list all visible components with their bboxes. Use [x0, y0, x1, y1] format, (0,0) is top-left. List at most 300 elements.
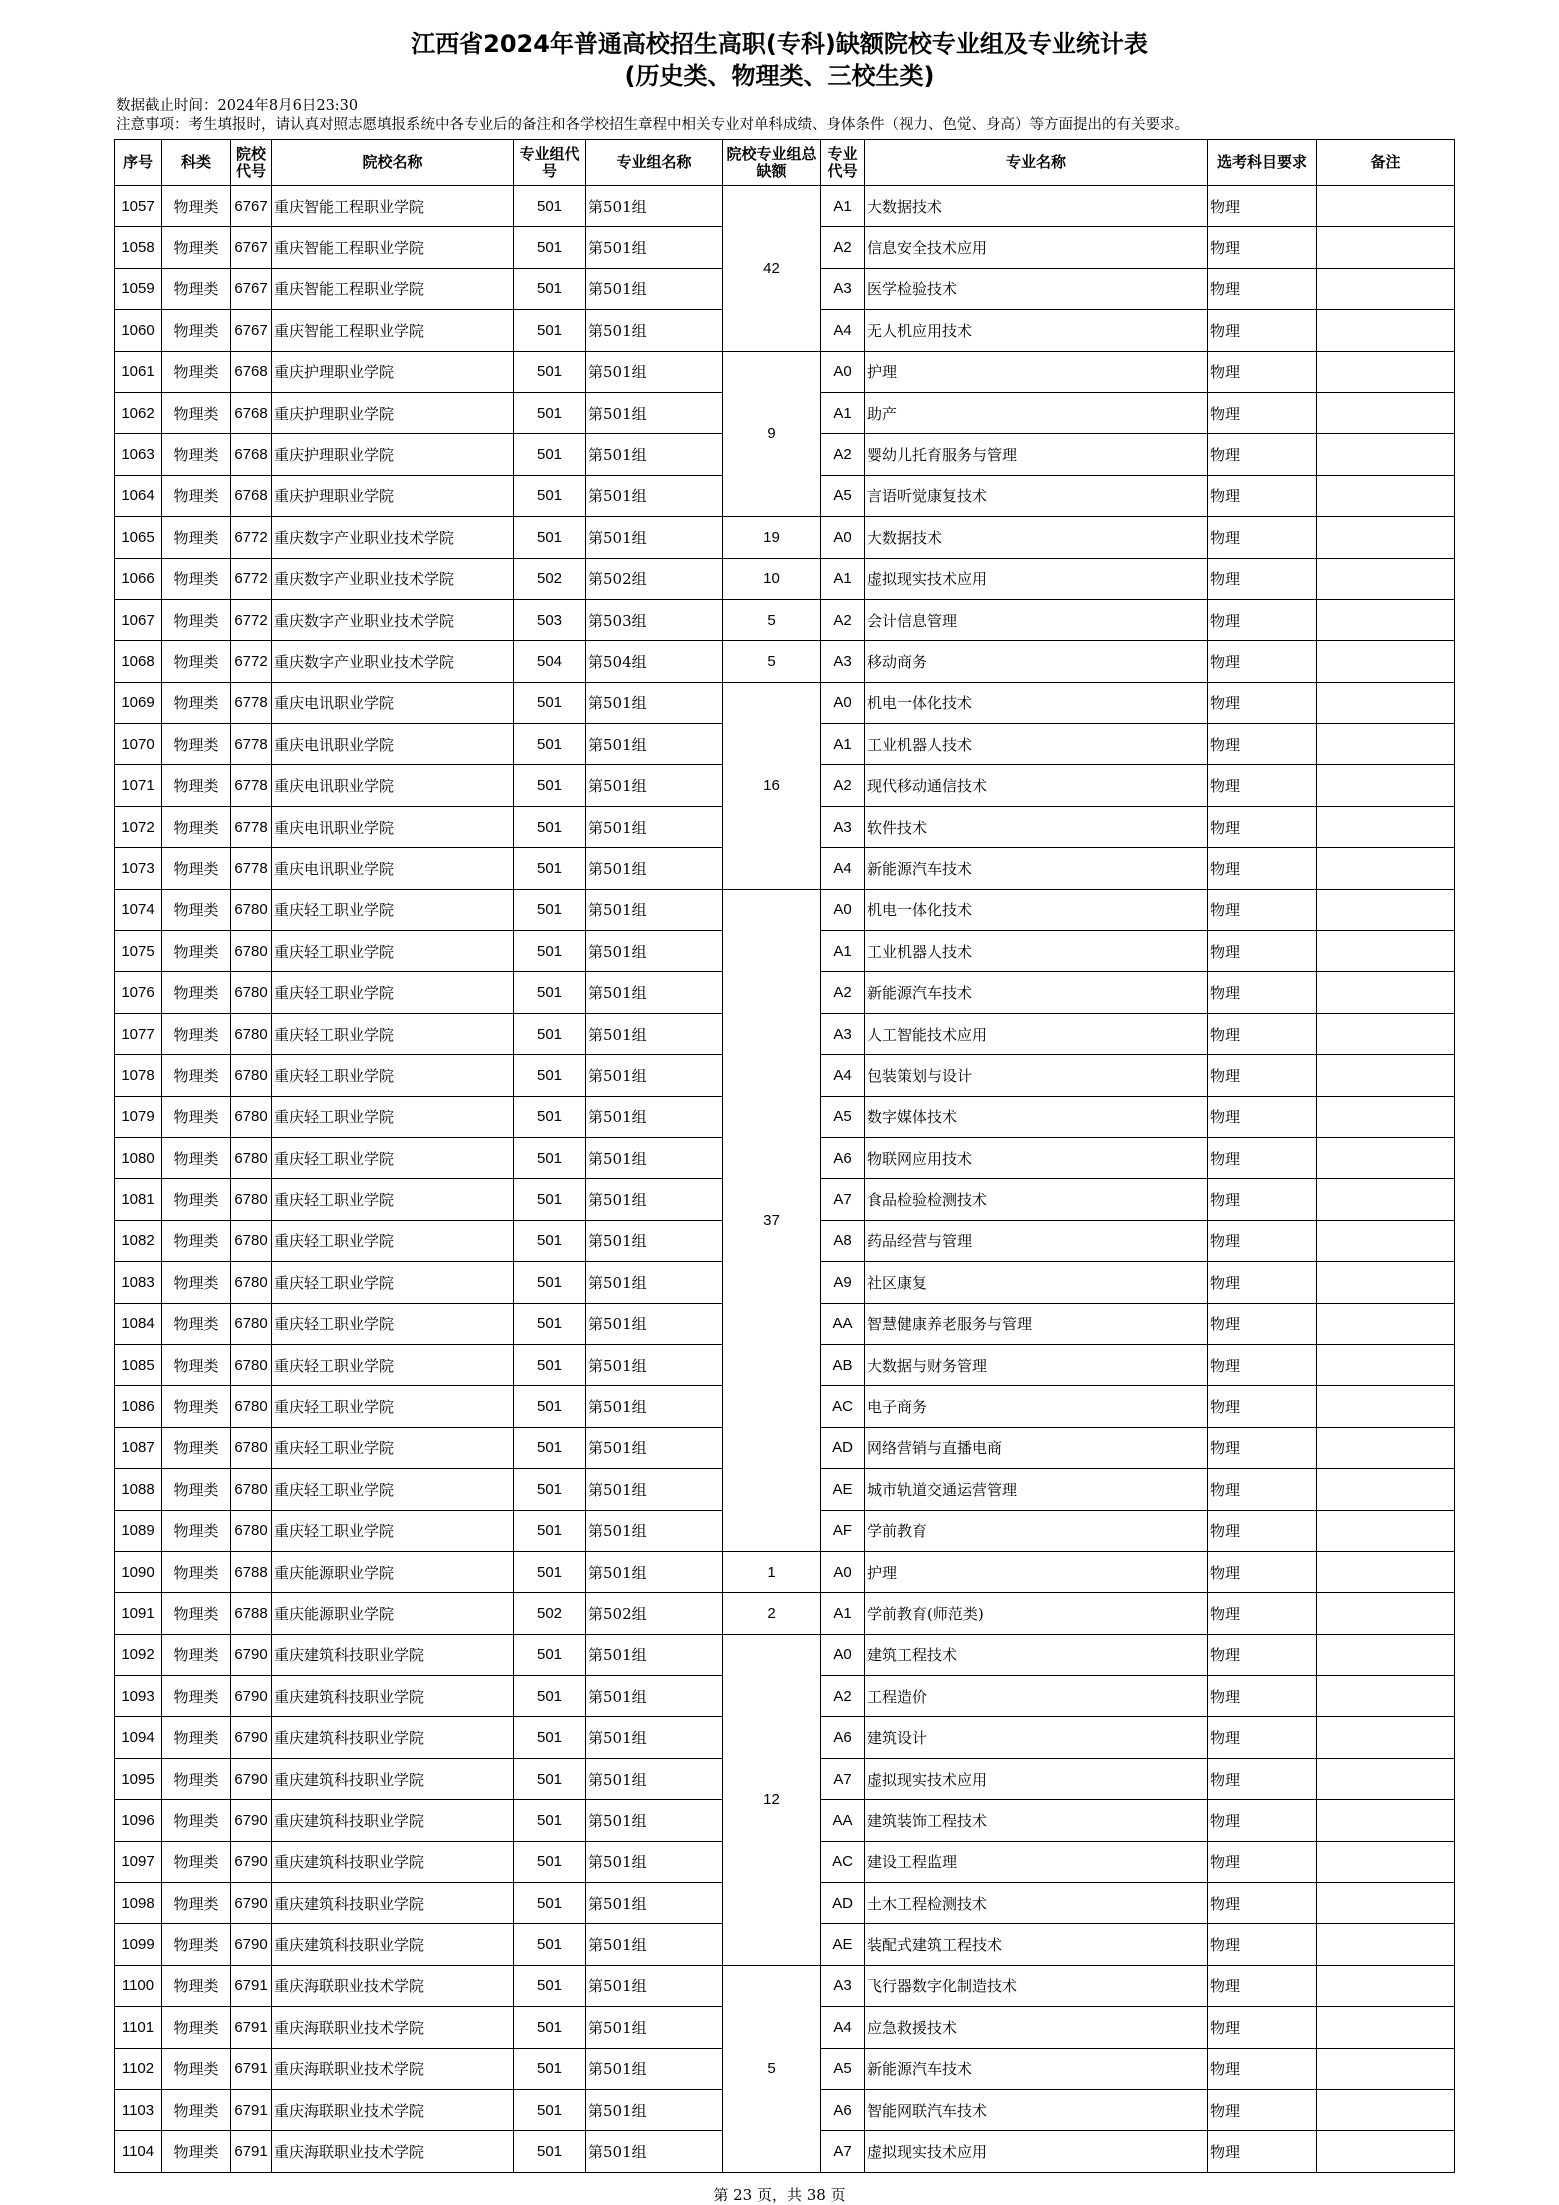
- category-cell: 物理类: [162, 2048, 231, 2089]
- major-code-cell: A5: [821, 1096, 865, 1137]
- subject-req-cell: 物理: [1208, 1096, 1317, 1137]
- school-name-cell: 重庆智能工程职业学院: [272, 310, 514, 351]
- remark-cell: [1317, 2089, 1455, 2130]
- table-row: [115, 1634, 1455, 1675]
- category-cell: 物理类: [162, 1883, 231, 1924]
- group-name-cell: 第501组: [586, 1179, 723, 1220]
- category-cell: 物理类: [162, 765, 231, 806]
- seq-cell: 1077: [115, 1013, 162, 1054]
- major-code-cell: A1: [821, 186, 865, 227]
- major-name-cell: 社区康复: [865, 1262, 1208, 1303]
- category-cell: 物理类: [162, 1013, 231, 1054]
- group-name-cell: 第501组: [586, 1841, 723, 1882]
- major-name-cell: 智慧健康养老服务与管理: [865, 1303, 1208, 1344]
- category-cell: 物理类: [162, 1386, 231, 1427]
- major-code-cell: A2: [821, 599, 865, 640]
- subject-req-cell: 物理: [1208, 1634, 1317, 1675]
- major-name-cell: 建筑设计: [865, 1717, 1208, 1758]
- seq-cell: 1085: [115, 1344, 162, 1385]
- remark-cell: [1317, 765, 1455, 806]
- category-cell: 物理类: [162, 227, 231, 268]
- group-name-cell: 第501组: [586, 1551, 723, 1592]
- subject-req-cell: 物理: [1208, 1800, 1317, 1841]
- major-code-cell: A6: [821, 1717, 865, 1758]
- major-code-cell: A4: [821, 1055, 865, 1096]
- major-name-cell: 网络营销与直播电商: [865, 1427, 1208, 1468]
- school-code-cell: 6791: [231, 2048, 272, 2089]
- major-name-cell: 软件技术: [865, 806, 1208, 847]
- school-name-cell: 重庆电讯职业学院: [272, 806, 514, 847]
- category-cell: 物理类: [162, 641, 231, 682]
- group-name-cell: 第501组: [586, 1510, 723, 1551]
- school-name-cell: 重庆轻工职业学院: [272, 972, 514, 1013]
- group-code-cell: 501: [514, 1179, 586, 1220]
- document-subtitle: (历史类、物理类、三校生类): [624, 62, 935, 90]
- school-name-cell: 重庆轻工职业学院: [272, 1469, 514, 1510]
- category-cell: 物理类: [162, 1593, 231, 1634]
- category-cell: 物理类: [162, 682, 231, 723]
- remark-cell: [1317, 475, 1455, 516]
- category-cell: 物理类: [162, 972, 231, 1013]
- major-name-cell: 人工智能技术应用: [865, 1013, 1208, 1054]
- major-name-cell: 大数据技术: [865, 517, 1208, 558]
- seq-cell: 1064: [115, 475, 162, 516]
- group-name-cell: 第501组: [586, 1758, 723, 1799]
- school-code-cell: 6778: [231, 848, 272, 889]
- header-school-name: 院校名称: [272, 140, 514, 186]
- group-code-cell: 501: [514, 227, 586, 268]
- group-name-cell: 第503组: [586, 599, 723, 640]
- school-name-cell: 重庆数字产业职业技术学院: [272, 558, 514, 599]
- remark-cell: [1317, 848, 1455, 889]
- school-name-cell: 重庆轻工职业学院: [272, 1179, 514, 1220]
- school-code-cell: 6791: [231, 2007, 272, 2048]
- category-cell: 物理类: [162, 310, 231, 351]
- seq-cell: 1087: [115, 1427, 162, 1468]
- school-name-cell: 重庆海联职业技术学院: [272, 1965, 514, 2006]
- major-code-cell: AE: [821, 1924, 865, 1965]
- major-code-cell: AA: [821, 1800, 865, 1841]
- school-code-cell: 6780: [231, 1303, 272, 1344]
- remark-cell: [1317, 227, 1455, 268]
- subject-req-cell: 物理: [1208, 682, 1317, 723]
- seq-cell: 1080: [115, 1137, 162, 1178]
- subject-req-cell: 物理: [1208, 765, 1317, 806]
- seq-cell: 1057: [115, 186, 162, 227]
- remark-cell: [1317, 1634, 1455, 1675]
- subject-req-cell: 物理: [1208, 1510, 1317, 1551]
- header-seq: 序号: [115, 140, 162, 186]
- subject-req-cell: 物理: [1208, 972, 1317, 1013]
- category-cell: 物理类: [162, 1510, 231, 1551]
- group-code-cell: 501: [514, 848, 586, 889]
- remark-cell: [1317, 1717, 1455, 1758]
- subject-req-cell: 物理: [1208, 931, 1317, 972]
- seq-cell: 1081: [115, 1179, 162, 1220]
- category-cell: 物理类: [162, 351, 231, 392]
- group-name-cell: 第504组: [586, 641, 723, 682]
- major-name-cell: 飞行器数字化制造技术: [865, 1965, 1208, 2006]
- major-code-cell: A6: [821, 2089, 865, 2130]
- group-code-cell: 501: [514, 1013, 586, 1054]
- seq-cell: 1067: [115, 599, 162, 640]
- group-code-cell: 501: [514, 931, 586, 972]
- remark-cell: [1317, 310, 1455, 351]
- header-group-code: 专业组代号: [514, 140, 586, 186]
- remark-cell: [1317, 1924, 1455, 1965]
- school-name-cell: 重庆电讯职业学院: [272, 848, 514, 889]
- remark-cell: [1317, 2131, 1455, 2172]
- group-name-cell: 第501组: [586, 517, 723, 558]
- category-cell: 物理类: [162, 2089, 231, 2130]
- school-code-cell: 6790: [231, 1676, 272, 1717]
- header-subject-req: 选考科目要求: [1208, 140, 1317, 186]
- group-name-cell: 第501组: [586, 806, 723, 847]
- group-name-cell: 第501组: [586, 1634, 723, 1675]
- subject-req-cell: 物理: [1208, 2131, 1317, 2172]
- school-name-cell: 重庆数字产业职业技术学院: [272, 517, 514, 558]
- major-code-cell: A1: [821, 931, 865, 972]
- group-quota-cell: 19: [723, 517, 821, 558]
- table-row: [115, 558, 1455, 599]
- school-code-cell: 6788: [231, 1593, 272, 1634]
- group-code-cell: 501: [514, 1096, 586, 1137]
- remark-cell: [1317, 1841, 1455, 1882]
- group-code-cell: 501: [514, 1055, 586, 1096]
- group-code-cell: 501: [514, 765, 586, 806]
- school-name-cell: 重庆智能工程职业学院: [272, 186, 514, 227]
- remark-cell: [1317, 1220, 1455, 1261]
- subject-req-cell: 物理: [1208, 1965, 1317, 2006]
- school-code-cell: 6767: [231, 310, 272, 351]
- school-name-cell: 重庆轻工职业学院: [272, 1096, 514, 1137]
- subject-req-cell: 物理: [1208, 351, 1317, 392]
- school-code-cell: 6790: [231, 1883, 272, 1924]
- school-code-cell: 6780: [231, 972, 272, 1013]
- group-name-cell: 第501组: [586, 475, 723, 516]
- school-name-cell: 重庆建筑科技职业学院: [272, 1841, 514, 1882]
- group-code-cell: 501: [514, 1510, 586, 1551]
- header-major-code: 专业代号: [821, 140, 865, 186]
- seq-cell: 1083: [115, 1262, 162, 1303]
- seq-cell: 1070: [115, 724, 162, 765]
- school-name-cell: 重庆建筑科技职业学院: [272, 1717, 514, 1758]
- major-code-cell: A7: [821, 1179, 865, 1220]
- school-name-cell: 重庆轻工职业学院: [272, 1344, 514, 1385]
- group-code-cell: 501: [514, 2048, 586, 2089]
- group-name-cell: 第501组: [586, 310, 723, 351]
- remark-cell: [1317, 1800, 1455, 1841]
- remark-cell: [1317, 1510, 1455, 1551]
- group-name-cell: 第501组: [586, 1220, 723, 1261]
- school-code-cell: 6780: [231, 1220, 272, 1261]
- group-quota-cell: 10: [723, 558, 821, 599]
- remark-cell: [1317, 558, 1455, 599]
- group-name-cell: 第501组: [586, 1427, 723, 1468]
- remark-cell: [1317, 641, 1455, 682]
- group-name-cell: 第501组: [586, 1676, 723, 1717]
- table-row: [115, 186, 1455, 227]
- major-name-cell: 学前教育(师范类): [865, 1593, 1208, 1634]
- subject-req-cell: 物理: [1208, 1220, 1317, 1261]
- table-row: [115, 599, 1455, 640]
- school-name-cell: 重庆建筑科技职业学院: [272, 1758, 514, 1799]
- major-code-cell: AD: [821, 1883, 865, 1924]
- group-code-cell: 501: [514, 1303, 586, 1344]
- major-code-cell: A2: [821, 227, 865, 268]
- school-code-cell: 6772: [231, 641, 272, 682]
- group-code-cell: 501: [514, 392, 586, 433]
- remark-cell: [1317, 517, 1455, 558]
- seq-cell: 1069: [115, 682, 162, 723]
- school-code-cell: 6780: [231, 1427, 272, 1468]
- subject-req-cell: 物理: [1208, 1179, 1317, 1220]
- group-code-cell: 503: [514, 599, 586, 640]
- remark-cell: [1317, 1593, 1455, 1634]
- group-name-cell: 第501组: [586, 1883, 723, 1924]
- seq-cell: 1063: [115, 434, 162, 475]
- major-name-cell: 新能源汽车技术: [865, 2048, 1208, 2089]
- category-cell: 物理类: [162, 599, 231, 640]
- major-code-cell: AD: [821, 1427, 865, 1468]
- major-code-cell: A9: [821, 1262, 865, 1303]
- seq-cell: 1068: [115, 641, 162, 682]
- group-code-cell: 501: [514, 1344, 586, 1385]
- group-code-cell: 501: [514, 682, 586, 723]
- school-code-cell: 6790: [231, 1800, 272, 1841]
- subject-req-cell: 物理: [1208, 268, 1317, 309]
- group-name-cell: 第501组: [586, 1965, 723, 2006]
- major-code-cell: A2: [821, 434, 865, 475]
- school-code-cell: 6778: [231, 724, 272, 765]
- major-code-cell: A5: [821, 2048, 865, 2089]
- major-name-cell: 虚拟现实技术应用: [865, 2131, 1208, 2172]
- school-name-cell: 重庆轻工职业学院: [272, 1427, 514, 1468]
- table-row: [115, 1965, 1455, 2006]
- seq-cell: 1061: [115, 351, 162, 392]
- header-group-name: 专业组名称: [586, 140, 723, 186]
- remark-cell: [1317, 392, 1455, 433]
- header-school-code: 院校代号: [231, 140, 272, 186]
- major-code-cell: A2: [821, 1676, 865, 1717]
- school-code-cell: 6780: [231, 1179, 272, 1220]
- major-name-cell: 现代移动通信技术: [865, 765, 1208, 806]
- major-code-cell: A4: [821, 2007, 865, 2048]
- table-row: [115, 351, 1455, 392]
- school-name-cell: 重庆轻工职业学院: [272, 1055, 514, 1096]
- seq-cell: 1086: [115, 1386, 162, 1427]
- seq-cell: 1102: [115, 2048, 162, 2089]
- major-code-cell: A7: [821, 2131, 865, 2172]
- major-code-cell: A0: [821, 682, 865, 723]
- seq-cell: 1099: [115, 1924, 162, 1965]
- school-code-cell: 6780: [231, 1344, 272, 1385]
- group-quota-cell: 5: [723, 1965, 821, 2172]
- subject-req-cell: 物理: [1208, 806, 1317, 847]
- group-code-cell: 501: [514, 1427, 586, 1468]
- major-name-cell: 建筑装饰工程技术: [865, 1800, 1208, 1841]
- group-quota-cell: 9: [723, 351, 821, 517]
- school-code-cell: 6772: [231, 599, 272, 640]
- group-code-cell: 502: [514, 558, 586, 599]
- category-cell: 物理类: [162, 1179, 231, 1220]
- major-code-cell: A6: [821, 1137, 865, 1178]
- major-name-cell: 新能源汽车技术: [865, 972, 1208, 1013]
- seq-cell: 1098: [115, 1883, 162, 1924]
- subject-req-cell: 物理: [1208, 1717, 1317, 1758]
- major-code-cell: AB: [821, 1344, 865, 1385]
- major-name-cell: 食品检验检测技术: [865, 1179, 1208, 1220]
- school-code-cell: 6780: [231, 1469, 272, 1510]
- seq-cell: 1065: [115, 517, 162, 558]
- group-name-cell: 第501组: [586, 682, 723, 723]
- notice-text: 注意事项：考生填报时，请认真对照志愿填报系统中各专业后的备注和各学校招生章程中相关专业对单科成绩、身体条件（视力、色觉、身高）等方面提出的有关要求。: [116, 117, 1189, 133]
- group-quota-cell: 16: [723, 682, 821, 889]
- group-quota-cell: 12: [723, 1634, 821, 1965]
- seq-cell: 1103: [115, 2089, 162, 2130]
- group-name-cell: 第501组: [586, 1469, 723, 1510]
- remark-cell: [1317, 931, 1455, 972]
- major-name-cell: 包装策划与设计: [865, 1055, 1208, 1096]
- major-code-cell: A3: [821, 641, 865, 682]
- group-name-cell: 第501组: [586, 227, 723, 268]
- category-cell: 物理类: [162, 1096, 231, 1137]
- category-cell: 物理类: [162, 1551, 231, 1592]
- table-body: [115, 186, 1455, 2173]
- remark-cell: [1317, 1013, 1455, 1054]
- header-remark: 备注: [1317, 140, 1455, 186]
- group-name-cell: 第501组: [586, 392, 723, 433]
- group-name-cell: 第501组: [586, 724, 723, 765]
- remark-cell: [1317, 1551, 1455, 1592]
- deadline-text: 数据截止时间：2024年8月6日23:30: [116, 98, 359, 114]
- school-code-cell: 6768: [231, 434, 272, 475]
- group-code-cell: 501: [514, 1551, 586, 1592]
- group-name-cell: 第501组: [586, 351, 723, 392]
- subject-req-cell: 物理: [1208, 724, 1317, 765]
- category-cell: 物理类: [162, 2131, 231, 2172]
- major-name-cell: 工程造价: [865, 1676, 1208, 1717]
- major-code-cell: A4: [821, 310, 865, 351]
- group-code-cell: 501: [514, 806, 586, 847]
- subject-req-cell: 物理: [1208, 1883, 1317, 1924]
- major-name-cell: 医学检验技术: [865, 268, 1208, 309]
- school-name-cell: 重庆轻工职业学院: [272, 889, 514, 930]
- group-code-cell: 501: [514, 186, 586, 227]
- school-code-cell: 6790: [231, 1924, 272, 1965]
- seq-cell: 1059: [115, 268, 162, 309]
- major-code-cell: A0: [821, 1551, 865, 1592]
- group-name-cell: 第501组: [586, 1717, 723, 1758]
- major-code-cell: AA: [821, 1303, 865, 1344]
- major-name-cell: 大数据与财务管理: [865, 1344, 1208, 1385]
- school-code-cell: 6767: [231, 227, 272, 268]
- school-name-cell: 重庆护理职业学院: [272, 434, 514, 475]
- table-row: [115, 682, 1455, 723]
- table-header-row: [115, 140, 1455, 186]
- major-name-cell: 物联网应用技术: [865, 1137, 1208, 1178]
- category-cell: 物理类: [162, 517, 231, 558]
- group-code-cell: 501: [514, 1220, 586, 1261]
- major-name-cell: 会计信息管理: [865, 599, 1208, 640]
- group-name-cell: 第501组: [586, 1386, 723, 1427]
- school-name-cell: 重庆轻工职业学院: [272, 1137, 514, 1178]
- subject-req-cell: 物理: [1208, 517, 1317, 558]
- seq-cell: 1089: [115, 1510, 162, 1551]
- major-code-cell: A3: [821, 1965, 865, 2006]
- group-name-cell: 第501组: [586, 1013, 723, 1054]
- school-code-cell: 6768: [231, 475, 272, 516]
- group-code-cell: 501: [514, 1883, 586, 1924]
- subject-req-cell: 物理: [1208, 392, 1317, 433]
- major-code-cell: AC: [821, 1841, 865, 1882]
- seq-cell: 1101: [115, 2007, 162, 2048]
- category-cell: 物理类: [162, 475, 231, 516]
- subject-req-cell: 物理: [1208, 1551, 1317, 1592]
- major-name-cell: 应急救援技术: [865, 2007, 1208, 2048]
- remark-cell: [1317, 1965, 1455, 2006]
- school-code-cell: 6767: [231, 268, 272, 309]
- subject-req-cell: 物理: [1208, 1386, 1317, 1427]
- group-name-cell: 第501组: [586, 268, 723, 309]
- group-name-cell: 第502组: [586, 558, 723, 599]
- school-name-cell: 重庆轻工职业学院: [272, 1262, 514, 1303]
- remark-cell: [1317, 268, 1455, 309]
- major-code-cell: A1: [821, 724, 865, 765]
- major-code-cell: A0: [821, 351, 865, 392]
- major-name-cell: 电子商务: [865, 1386, 1208, 1427]
- school-name-cell: 重庆建筑科技职业学院: [272, 1924, 514, 1965]
- group-name-cell: 第501组: [586, 1800, 723, 1841]
- major-code-cell: A2: [821, 765, 865, 806]
- group-name-cell: 第501组: [586, 434, 723, 475]
- seq-cell: 1058: [115, 227, 162, 268]
- school-code-cell: 6791: [231, 2089, 272, 2130]
- category-cell: 物理类: [162, 889, 231, 930]
- group-code-cell: 501: [514, 517, 586, 558]
- seq-cell: 1078: [115, 1055, 162, 1096]
- group-code-cell: 501: [514, 972, 586, 1013]
- subject-req-cell: 物理: [1208, 1303, 1317, 1344]
- school-name-cell: 重庆建筑科技职业学院: [272, 1883, 514, 1924]
- table-row: [115, 1551, 1455, 1592]
- major-name-cell: 土木工程检测技术: [865, 1883, 1208, 1924]
- seq-cell: 1096: [115, 1800, 162, 1841]
- major-name-cell: 机电一体化技术: [865, 682, 1208, 723]
- major-code-cell: A3: [821, 806, 865, 847]
- group-name-cell: 第501组: [586, 765, 723, 806]
- major-code-cell: A7: [821, 1758, 865, 1799]
- group-name-cell: 第501组: [586, 1137, 723, 1178]
- school-name-cell: 重庆数字产业职业技术学院: [272, 641, 514, 682]
- major-code-cell: AE: [821, 1469, 865, 1510]
- major-code-cell: A5: [821, 475, 865, 516]
- category-cell: 物理类: [162, 1965, 231, 2006]
- remark-cell: [1317, 2007, 1455, 2048]
- subject-req-cell: 物理: [1208, 227, 1317, 268]
- group-code-cell: 501: [514, 2131, 586, 2172]
- group-code-cell: 501: [514, 889, 586, 930]
- subject-req-cell: 物理: [1208, 1758, 1317, 1799]
- school-code-cell: 6791: [231, 1965, 272, 2006]
- group-code-cell: 501: [514, 2089, 586, 2130]
- group-name-cell: 第501组: [586, 889, 723, 930]
- group-code-cell: 501: [514, 1841, 586, 1882]
- group-name-cell: 第501组: [586, 2089, 723, 2130]
- remark-cell: [1317, 351, 1455, 392]
- category-cell: 物理类: [162, 558, 231, 599]
- subject-req-cell: 物理: [1208, 1841, 1317, 1882]
